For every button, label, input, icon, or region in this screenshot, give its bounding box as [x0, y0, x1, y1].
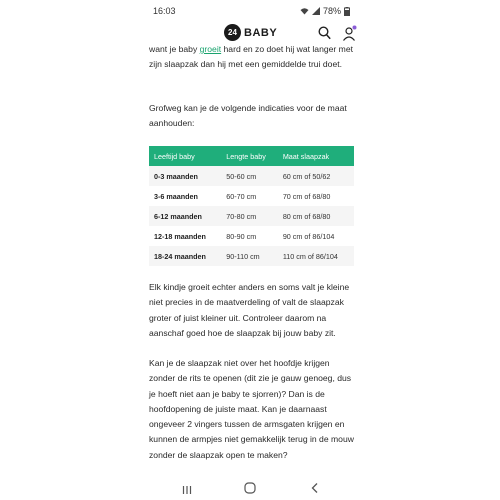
- status-bar: [138, 0, 362, 22]
- length-cell: 60-70 cm: [221, 186, 278, 206]
- article-paragraph-2: Kan je de slaapzak niet over het hoofdje krijgen zonder de rits te openen (dit zie je gauw genoeg, dus je hoeft niet aan je baby te sjorren)? Dan is de hoofdopening de juiste maat. Kan je daarnaast ongeveer 2 vingers tussen de armsgaten krijgen en kunnen de armpjes niet gemakkelijk terug in de mouw zonder de slaapzak open te maken?: [149, 358, 354, 460]
- recent-apps-icon[interactable]: [182, 482, 192, 500]
- article-paragraph: [149, 42, 355, 73]
- length-cell: 50-60 cm: [221, 166, 278, 186]
- length-cell: 70-80 cm: [221, 206, 278, 226]
- table-row: [149, 206, 354, 226]
- age-cell: 18-24 maanden: [149, 246, 221, 266]
- table-row: [149, 226, 354, 246]
- groeit-link[interactable]: groeit: [199, 44, 222, 54]
- logo-text: BABY: [244, 26, 278, 39]
- intro-paragraph: Grofweg kan je de volgende indicaties voor de maat aanhouden:: [149, 103, 347, 129]
- column-header: Leeftijd baby: [149, 146, 221, 166]
- table-row: [149, 246, 354, 266]
- wifi-icon: [300, 7, 309, 15]
- age-cell: 0-3 maanden: [149, 166, 221, 186]
- size-cell: 60 cm of 50/62: [278, 166, 354, 186]
- battery-percentage: 78%: [322, 6, 341, 16]
- size-cell: 110 cm of 86/104: [278, 246, 354, 266]
- age-cell: 6-12 maanden: [149, 206, 221, 226]
- text-span: hard en zo doet hij wat langer met zijn slaapzak dan hij met een gemiddelde trui doet.: [149, 44, 353, 70]
- size-table: [149, 146, 354, 266]
- column-header: Maat slaapzak: [278, 146, 354, 166]
- status-icons: [300, 6, 350, 16]
- size-cell: 90 cm of 86/104: [278, 226, 354, 246]
- home-icon[interactable]: [244, 481, 256, 499]
- text-span: want je baby: [149, 44, 200, 54]
- length-cell: 90-110 cm: [221, 246, 278, 266]
- column-header: Lengte baby: [221, 146, 278, 166]
- battery-icon: [344, 7, 350, 16]
- length-cell: 80-90 cm: [221, 226, 278, 246]
- status-time: 16:03: [153, 6, 176, 16]
- age-cell: 3-6 maanden: [149, 186, 221, 206]
- logo-badge: 24: [224, 24, 241, 41]
- table-row: [149, 166, 354, 186]
- article-paragraph-1: Elk kindje groeit echter anders en soms valt je kleine niet precies in de maatverdeling of valt de slaapzak groter of juist kleiner uit. Controleer daarom na aanschaf goed hoe de slaapzak bij jouw baby zit.: [149, 282, 350, 338]
- system-nav-bar: [138, 476, 362, 500]
- table-row: [149, 186, 354, 206]
- site-logo[interactable]: [224, 24, 277, 41]
- signal-icon: [312, 7, 320, 15]
- phone-screen: [138, 0, 362, 500]
- back-icon[interactable]: [310, 481, 320, 499]
- size-cell: 80 cm of 68/80: [278, 206, 354, 226]
- age-cell: 12-18 maanden: [149, 226, 221, 246]
- table-header-row: [149, 146, 354, 166]
- size-cell: 70 cm of 68/80: [278, 186, 354, 206]
